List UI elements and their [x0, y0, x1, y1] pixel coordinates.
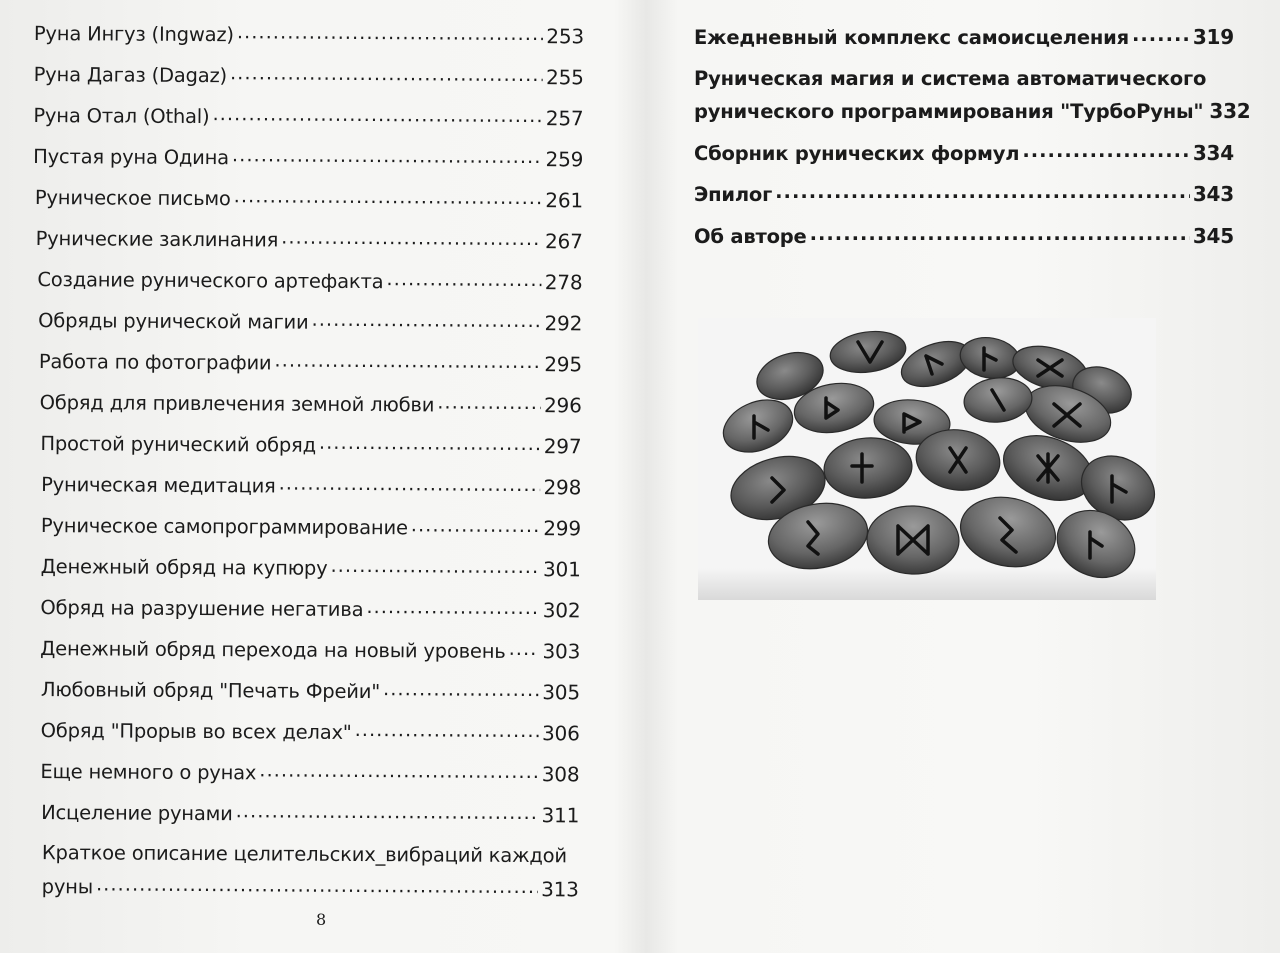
toc-entry-title: Об авторе	[694, 224, 807, 248]
toc-entry-title-line2: рунического программирования "ТурбоРуны"	[694, 100, 1204, 123]
toc-leader-dots	[386, 268, 542, 288]
toc-entry-page: 257	[545, 105, 584, 130]
toc-entry-multiline[interactable]	[694, 66, 1251, 125]
toc-entry[interactable]	[694, 182, 1234, 208]
toc-entry-title: Любовный обряд "Печать Фрейи"	[40, 677, 381, 703]
toc-entry[interactable]	[41, 553, 581, 581]
toc-entry-page: 334	[1192, 140, 1234, 165]
toc-entry[interactable]	[694, 223, 1234, 249]
toc-entry-page: 308	[541, 761, 580, 786]
toc-entry-title: Эпилог	[694, 183, 773, 206]
toc-entry-page: 306	[542, 720, 580, 745]
toc-entry-title: Обряд "Прорыв во всех делах"	[40, 718, 352, 744]
toc-leader-dots	[234, 185, 543, 206]
toc-entry-title: Ежедневный комплекс самоисцеления	[694, 25, 1129, 49]
toc-entry[interactable]	[41, 512, 581, 540]
toc-entry-title: Обряд на разрушение негатива	[40, 595, 364, 621]
toc-entry-page: 261	[545, 187, 583, 212]
toc-entry[interactable]	[33, 102, 583, 130]
toc-entry-title: Руническое самопрограммирование	[40, 513, 408, 539]
toc-entry-title: Денежный обряд на купюру	[40, 554, 328, 580]
toc-entry-title: Денежный обряд перехода на новый уровень	[40, 636, 506, 663]
toc-leader-dots	[311, 309, 541, 330]
rune-stones-photo	[698, 318, 1156, 600]
toc-leader-dots	[330, 555, 540, 576]
toc-entry-line2	[694, 99, 1251, 125]
toc-leader-dots	[274, 349, 541, 370]
toc-entry-page: 313	[541, 876, 579, 901]
toc-leader-dots	[1022, 140, 1190, 160]
toc-leader-dots	[236, 800, 539, 821]
toc-entry-page: 296	[544, 392, 582, 417]
toc-leader-dots	[810, 223, 1190, 243]
toc-entry-title: Руна Отал (Othal)	[33, 103, 210, 128]
toc-entry[interactable]	[35, 184, 583, 212]
toc-entry-page: 332	[1209, 99, 1251, 123]
toc-leader-dots	[355, 719, 540, 740]
toc-entry-title: Руна Дагаз (Dagaz)	[33, 62, 228, 87]
toc-entry-page: 297	[543, 433, 582, 458]
toc-entry-page: 299	[543, 515, 581, 540]
toc-entry-title: Сборник рунических формул	[694, 141, 1020, 165]
toc-entry-page: 298	[543, 474, 582, 499]
toc-entry-title: Руническая медитация	[41, 472, 276, 497]
rune-stones-illustration	[698, 318, 1156, 600]
page-number: 8	[316, 910, 327, 929]
toc-leader-dots	[383, 678, 539, 698]
toc-leader-dots	[96, 873, 538, 895]
toc-entry-page: 303	[542, 638, 581, 663]
toc-leader-dots	[237, 21, 544, 42]
toc-entry[interactable]	[694, 140, 1234, 166]
toc-entry-title-line1: Краткое описание целительских_вибраций каждой	[41, 841, 567, 868]
toc-entry-title: Работа по фотографии	[38, 349, 272, 374]
toc-leader-dots	[279, 473, 541, 494]
toc-entry[interactable]	[41, 676, 580, 704]
toc-entry[interactable]	[41, 471, 581, 499]
toc-entry-multiline[interactable]	[42, 840, 579, 902]
toc-entry-title: Руническое письмо	[34, 185, 231, 210]
toc-entry-page: 302	[542, 597, 581, 622]
toc-entry-page: 259	[545, 146, 584, 171]
toc-leader-dots	[366, 596, 540, 617]
toc-left	[29, 20, 584, 918]
toc-entry[interactable]	[34, 61, 584, 89]
toc-entry-title: Обряд для привлечения земной любви	[39, 390, 435, 416]
toc-leader-dots	[775, 182, 1190, 202]
toc-entry[interactable]	[38, 307, 582, 335]
toc-entry-page: 343	[1192, 182, 1234, 206]
toc-entry[interactable]	[39, 348, 582, 376]
toc-leader-dots	[259, 759, 539, 780]
toc-entry-page: 301	[543, 556, 581, 581]
toc-entry-page: 278	[544, 269, 583, 294]
toc-entry-page: 319	[1192, 24, 1234, 49]
toc-entry[interactable]	[41, 717, 580, 745]
toc-entry[interactable]	[37, 266, 582, 294]
toc-entry[interactable]	[40, 430, 581, 458]
toc-entry[interactable]	[40, 635, 580, 663]
toc-leader-dots	[1132, 24, 1190, 44]
toc-entry-page: 255	[546, 64, 584, 89]
toc-entry-title: Еще немного о рунах	[40, 759, 257, 784]
toc-entry[interactable]	[34, 20, 584, 48]
toc-entry[interactable]	[33, 143, 583, 171]
toc-leader-dots	[509, 638, 540, 658]
toc-entry-title: Обряды рунической магии	[38, 308, 309, 334]
toc-entry-title: Создание рунического артефакта	[37, 267, 384, 293]
toc-leader-dots	[411, 514, 541, 534]
toc-leader-dots	[212, 103, 542, 125]
toc-entry-title-line2: руны	[41, 874, 94, 898]
toc-entry-page: 295	[544, 351, 582, 376]
toc-entry[interactable]	[41, 799, 579, 827]
toc-entry-title: Пустая руна Одина	[33, 144, 230, 169]
toc-entry-page: 345	[1192, 223, 1234, 248]
toc-entry-page: 305	[542, 679, 580, 704]
toc-leader-dots	[232, 144, 543, 165]
toc-leader-dots	[319, 432, 541, 453]
toc-entry-line2	[42, 873, 579, 902]
toc-entry-title-line1: Руническая магия и система автоматического	[694, 66, 1207, 90]
toc-leader-dots	[230, 62, 543, 83]
right-page	[640, 0, 1280, 953]
toc-entry[interactable]	[694, 24, 1234, 50]
toc-entry-title: Исцеление рунами	[41, 800, 233, 825]
toc-entry-page: 253	[546, 23, 584, 48]
toc-entry[interactable]	[40, 594, 580, 622]
toc-entry-page: 292	[544, 310, 583, 335]
toc-entry[interactable]	[40, 758, 579, 786]
toc-leader-dots	[281, 227, 542, 248]
toc-entry[interactable]	[40, 389, 582, 417]
toc-leader-dots	[437, 391, 541, 411]
toc-right	[694, 24, 1251, 265]
toc-entry-title: Рунические заклинания	[35, 226, 279, 251]
toc-entry[interactable]	[36, 225, 583, 253]
toc-entry-page: 311	[541, 802, 580, 827]
toc-entry-page: 267	[545, 228, 583, 253]
toc-entry-title: Руна Ингуз (Ingwaz)	[33, 21, 234, 46]
toc-entry-title: Простой рунический обряд	[40, 431, 316, 457]
